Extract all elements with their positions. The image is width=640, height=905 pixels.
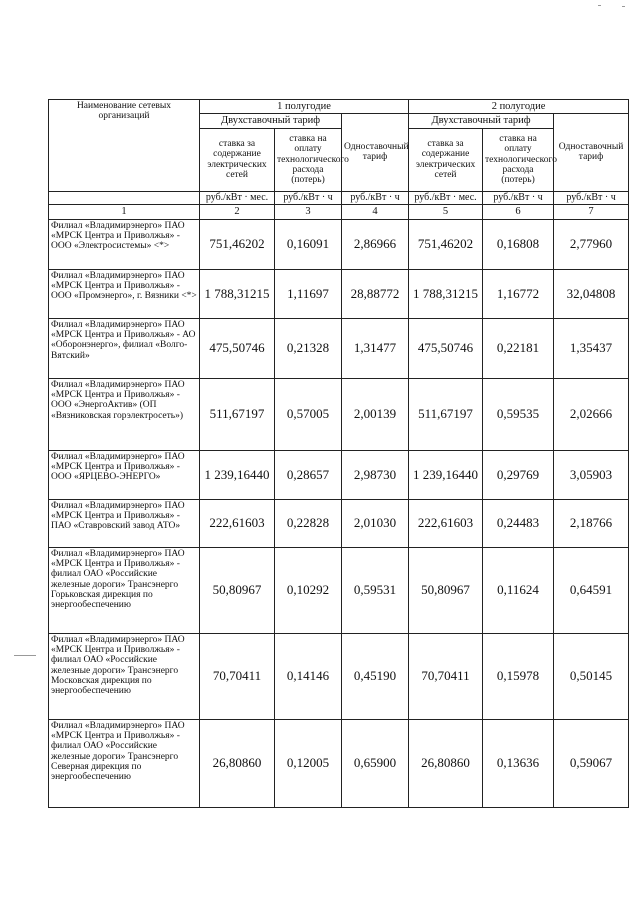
- column-number: 2: [200, 205, 275, 219]
- scan-mark: [622, 6, 625, 7]
- half1-two-part-header: Двухставочный тариф: [200, 114, 342, 128]
- tariff-value: 2,77960: [554, 219, 629, 269]
- organization-name: Филиал «Владимирэнерго» ПАО «МРСК Центра и Приволжья» - ООО «Электросистемы» <*>: [49, 219, 200, 269]
- tariff-value: 2,98730: [342, 450, 409, 499]
- half2-rate-maintenance-header: ставка за содержание электрических сетей: [409, 128, 483, 191]
- tariff-value: 26,80860: [200, 719, 275, 807]
- half2-two-part-header: Двухставочный тариф: [409, 114, 554, 128]
- scan-mark: [14, 655, 36, 656]
- column-number-row: [49, 205, 629, 219]
- organization-name: Филиал «Владимирэнерго» ПАО «МРСК Центра и Приволжья» - АО «Оборонэнерго», филиал «Волго-Вятский»: [49, 318, 200, 378]
- table-row: [49, 719, 629, 807]
- tariff-value: 1,35437: [554, 318, 629, 378]
- tariff-value: 0,59067: [554, 719, 629, 807]
- tariff-value: 0,29769: [483, 450, 554, 499]
- tariff-value: 2,02666: [554, 378, 629, 450]
- tariff-value: 0,13636: [483, 719, 554, 807]
- tariff-value: 0,50145: [554, 633, 629, 719]
- unit-cell: руб./кВт · ч: [275, 191, 342, 205]
- half2-rate-losses-header: ставка на оплату технологического расхода (потерь): [483, 128, 554, 191]
- tariff-value: 1,16772: [483, 269, 554, 318]
- tariff-value: 1,11697: [275, 269, 342, 318]
- tariff-value: 475,50746: [409, 318, 483, 378]
- column-number: 7: [554, 205, 629, 219]
- tariff-value: 0,24483: [483, 499, 554, 547]
- column-number: 6: [483, 205, 554, 219]
- organization-name: Филиал «Владимирэнерго» ПАО «МРСК Центра и Приволжья» - филиал ОАО «Российские железные дороги» Трансэнерго Северная дирекция по энергообеспечению: [49, 719, 200, 807]
- tariff-value: 0,21328: [275, 318, 342, 378]
- org-column-header: Наименование сетевых организаций: [49, 100, 200, 192]
- table-row: [49, 547, 629, 633]
- column-number: 3: [275, 205, 342, 219]
- tariff-value: 0,64591: [554, 547, 629, 633]
- tariff-value: 0,45190: [342, 633, 409, 719]
- tariff-value: 2,86966: [342, 219, 409, 269]
- tariff-value: 1 788,31215: [200, 269, 275, 318]
- header-row-periods: [49, 100, 629, 114]
- tariff-value: 0,11624: [483, 547, 554, 633]
- tariff-value: 0,14146: [275, 633, 342, 719]
- table-row: [49, 450, 629, 499]
- table-row: [49, 499, 629, 547]
- tariff-value: 0,22828: [275, 499, 342, 547]
- unit-cell: руб./кВт · мес.: [200, 191, 275, 205]
- tariff-value: 222,61603: [409, 499, 483, 547]
- tariff-value: 28,88772: [342, 269, 409, 318]
- tariff-value: 0,12005: [275, 719, 342, 807]
- tariff-table: [48, 99, 629, 808]
- tariff-value: 2,01030: [342, 499, 409, 547]
- half1-header: 1 полугодие: [200, 100, 409, 114]
- tariff-value: 475,50746: [200, 318, 275, 378]
- unit-cell: руб./кВт · ч: [342, 191, 409, 205]
- organization-name: Филиал «Владимирэнерго» ПАО «МРСК Центра и Приволжья» - филиал ОАО «Российские железные дороги» Трансэнерго Московская дирекция по энергообеспечению: [49, 633, 200, 719]
- table-row: [49, 378, 629, 450]
- column-number: 1: [49, 205, 200, 219]
- unit-cell-empty: [49, 191, 200, 205]
- tariff-value: 0,65900: [342, 719, 409, 807]
- tariff-value: 1,31477: [342, 318, 409, 378]
- unit-cell: руб./кВт · мес.: [409, 191, 483, 205]
- tariff-value: 511,67197: [409, 378, 483, 450]
- half2-one-part-header: Одноставочный тариф: [554, 114, 629, 191]
- scan-mark: [598, 5, 601, 6]
- column-number: 4: [342, 205, 409, 219]
- table-row: [49, 633, 629, 719]
- tariff-value: 0,57005: [275, 378, 342, 450]
- column-number: 5: [409, 205, 483, 219]
- tariff-value: 50,80967: [409, 547, 483, 633]
- table-row: [49, 318, 629, 378]
- tariff-value: 32,04808: [554, 269, 629, 318]
- tariff-value: 0,16808: [483, 219, 554, 269]
- unit-cell: руб./кВт · ч: [483, 191, 554, 205]
- tariff-value: 222,61603: [200, 499, 275, 547]
- tariff-value: 0,28657: [275, 450, 342, 499]
- tariff-value: 26,80860: [409, 719, 483, 807]
- half1-one-part-header: Одноставочный тариф: [342, 114, 409, 191]
- organization-name: Филиал «Владимирэнерго» ПАО «МРСК Центра и Приволжья» - ООО «ЭнергоАктив» (ОП «Вязниковская горэлектросеть»): [49, 378, 200, 450]
- tariff-value: 511,67197: [200, 378, 275, 450]
- half2-header: 2 полугодие: [409, 100, 629, 114]
- tariff-value: 751,46202: [409, 219, 483, 269]
- header-row-units: [49, 191, 629, 205]
- tariff-value: 1 239,16440: [409, 450, 483, 499]
- tariff-value: 0,16091: [275, 219, 342, 269]
- unit-cell: руб./кВт · ч: [554, 191, 629, 205]
- tariff-value: 3,05903: [554, 450, 629, 499]
- tariff-value: 70,70411: [200, 633, 275, 719]
- organization-name: Филиал «Владимирэнерго» ПАО «МРСК Центра и Приволжья» - филиал ОАО «Российские железные дороги» Трансэнерго Горьковская дирекция по энергообеспечению: [49, 547, 200, 633]
- organization-name: Филиал «Владимирэнерго» ПАО «МРСК Центра и Приволжья» - ПАО «Ставровский завод АТО»: [49, 499, 200, 547]
- organization-name: Филиал «Владимирэнерго» ПАО «МРСК Центра и Приволжья» - ООО «ЯРЦЕВО-ЭНЕРГО»: [49, 450, 200, 499]
- tariff-value: 751,46202: [200, 219, 275, 269]
- tariff-value: 50,80967: [200, 547, 275, 633]
- tariff-value: 0,10292: [275, 547, 342, 633]
- table-row: [49, 269, 629, 318]
- half1-rate-losses-header: ставка на оплату технологического расхода (потерь): [275, 128, 342, 191]
- tariff-value: 70,70411: [409, 633, 483, 719]
- organization-name: Филиал «Владимирэнерго» ПАО «МРСК Центра и Приволжья» - ООО «Промэнерго», г. Вязники <*>: [49, 269, 200, 318]
- tariff-value: 2,00139: [342, 378, 409, 450]
- half1-rate-maintenance-header: ставка за содержание электрических сетей: [200, 128, 275, 191]
- table-row: [49, 219, 629, 269]
- tariff-value: 0,59531: [342, 547, 409, 633]
- tariff-value: 0,15978: [483, 633, 554, 719]
- tariff-value: 2,18766: [554, 499, 629, 547]
- tariff-value: 0,22181: [483, 318, 554, 378]
- tariff-value: 1 239,16440: [200, 450, 275, 499]
- tariff-value: 0,59535: [483, 378, 554, 450]
- tariff-value: 1 788,31215: [409, 269, 483, 318]
